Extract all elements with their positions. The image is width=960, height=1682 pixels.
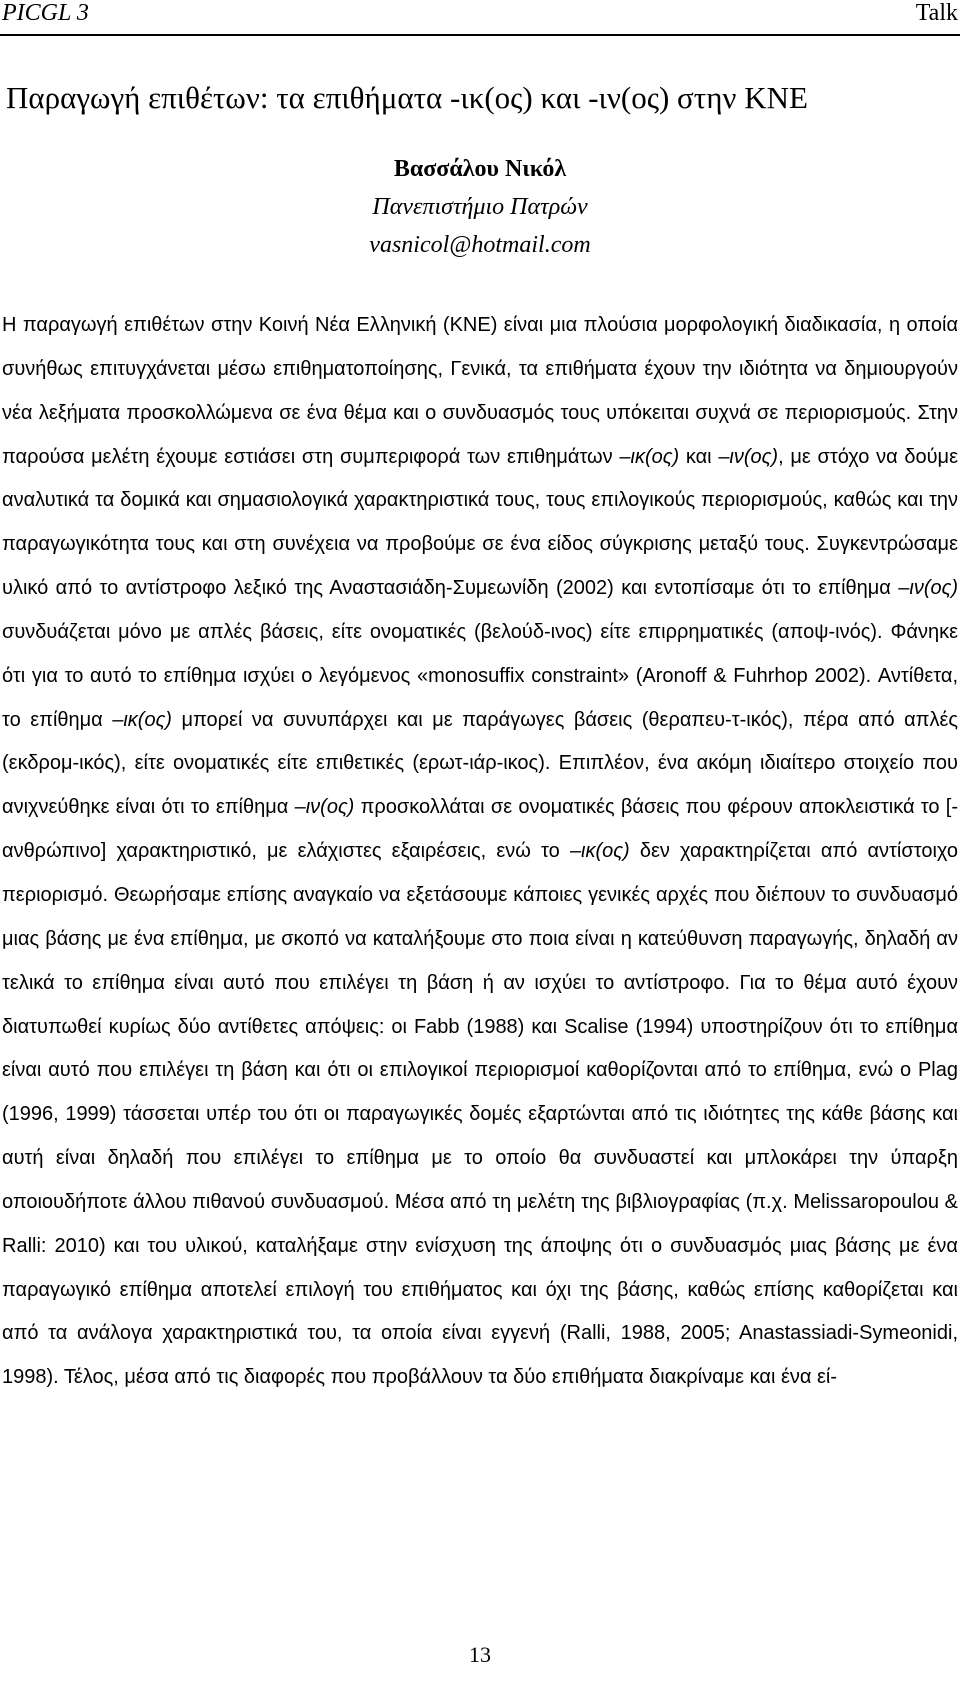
- abstract-text: δεν χαρακτηρίζεται από αντίστοιχο περιορισμό. Θεωρήσαμε επίσης αναγκαίο να εξετάσουμε κάποιες γενικές αρχές που διέπουν το συνδυασμό μιας βάσης με ένα επίθημα, με σκοπό να καταλήξουμε στο ποια είναι η κατεύθυνση παραγωγής, δηλαδή αν τελικά το επίθημα είναι αυτό που επιλέγει τη βάση ή αν ισχύει το αντίστροφο. Για το θέμα αυτό έχουν διατυπωθεί κυρίως δύο αντίθετες απόψεις: οι Fabb (1988) και Scalise (1994) υποστηρίζουν ότι το επίθημα είναι αυτό που επιλέγει τη βάση και ότι οι επιλογικοί περιορισμοί καθορίζονται από το επίθημα, ενώ ο Plag (1996, 1999) τάσσεται υπέρ του ότι οι παραγωγικές δομές εξαρτώνται από τις ιδιότητες της κάθε βάσης και αυτή είναι δηλαδή που επιλέγει το επίθημα με το οποίο θα συνδυαστεί και μπλοκάρει την ύπαρξη οποιουδήποτε άλλου πιθανού συνδυασμού. Μέσα από τη μελέτη της βιβλιογραφίας (π.χ. Melissaropoulou & Ralli: 2010) και του υλικού, καταλήξαμε στην ενίσχυση της άποψης ότι ο συνδυασμός μιας βάσης με ένα παραγωγικό επίθημα αποτελεί επιλογή του επιθήματος και όχι της βάσης, καθώς επίσης καθορίζεται και από τα ανάλογα χαρακτηριστικά του, τα οποία είναι εγγενή (Ralli, 1988, 2005; Anastassiadi-Symeonidi, 1998). Τέλος, μέσα από τις διαφορές που προβάλλουν τα δύο επιθήματα διακρίναμε και ένα εί-: [2, 840, 958, 1389]
- abstract-text: , με στόχο να δούμε αναλυτικά τα δομικά και σημασιολογικά χαρακτηριστικά τους, τους επιλογικούς περιορισμούς, καθώς και την παραγωγικότητα τους και στη συνέχεια να προβούμε σε ένα είδος σύγκρισης μεταξύ τους. Συγκεντρώσαμε υλικό από το αντίστροφο λεξικό της Αναστασιάδη-Συμεωνίδη (2002) και εντοπίσαμε ότι το επίθημα: [2, 445, 958, 600]
- page-number: 13: [469, 1642, 491, 1667]
- abstract-text: προσκολλάται σε ονοματικές βάσεις που φέρουν αποκλειστικά το [-ανθρώπινο] χαρακτηριστικό, με ελάχιστες εξαιρέσεις, ενώ το: [2, 796, 958, 863]
- suffix-in: –ιν(ος): [898, 577, 958, 600]
- suffix-in: –ιν(ος): [718, 445, 779, 468]
- presentation-type: Talk: [915, 0, 958, 26]
- suffix-ik: –ικ(ος): [112, 708, 172, 731]
- abstract-text: και: [679, 445, 719, 468]
- suffix-ik: –ικ(ος): [569, 840, 630, 863]
- paper-title: Παραγωγή επιθέτων: τα επιθήματα -ικ(ος) και -ιν(ος) στην ΚΝΕ: [6, 80, 808, 115]
- suffix-in: –ιν(ος): [294, 796, 355, 819]
- author-affiliation: Πανεπιστήμιο Πατρών: [372, 194, 588, 220]
- suffix-ik: –ικ(ος): [619, 445, 680, 468]
- abstract-text: συνδυάζεται μόνο με απλές βάσεις, είτε ονοματικές (βελούδ-ινος) είτε επιρρηματικές (αποψ-ινός). Φάνηκε ότι για το αυτό το επίθημα ισχύει ο λεγόμενος «monosuffix constraint» (Aronoff & Fuhrhop 2002). Αντίθετα, το επίθημα: [2, 620, 958, 731]
- author-email: vasnicol@hotmail.com: [369, 232, 591, 258]
- abstract-text: Η παραγωγή επιθέτων στην Κοινή Νέα Ελληνική (ΚΝΕ) είναι μια πλούσια μορφολογική διαδικασία, η οποία συνήθως επιτυγχάνεται μέσω επιθηματοποίησης, Γενικά, τα επιθήματα έχουν την ιδιότητα να δημιουργούν νέα λεξήματα προσκολλώμενα σε ένα θέμα και ο συνδυασμός τους υπόκειται συχνά σε περιορισμούς. Στην παρούσα μελέτη έχουμε εστιάσει στη συμπεριφορά των επιθημάτων: [2, 314, 958, 468]
- abstract-text: μπορεί να συνυπάρχει και με παράγωγες βάσεις (θεραπευ-τ-ικός), πέρα από απλές (εκδρομ-ικός), είτε ονοματικές είτε επιθετικές (ερωτ-ιάρ-ικος). Επιπλέον, ένα ακόμη ιδιαίτερο στοιχείο που ανιχνεύθηκε είναι ότι το επίθημα: [2, 708, 959, 819]
- conference-name: PICGL 3: [2, 0, 89, 26]
- author-block: [0, 150, 960, 264]
- abstract-body: [2, 304, 958, 1400]
- running-header: [0, 0, 960, 36]
- abstract-paragraph: [2, 304, 958, 1400]
- author-name: Βασσάλου Νικόλ: [393, 156, 567, 182]
